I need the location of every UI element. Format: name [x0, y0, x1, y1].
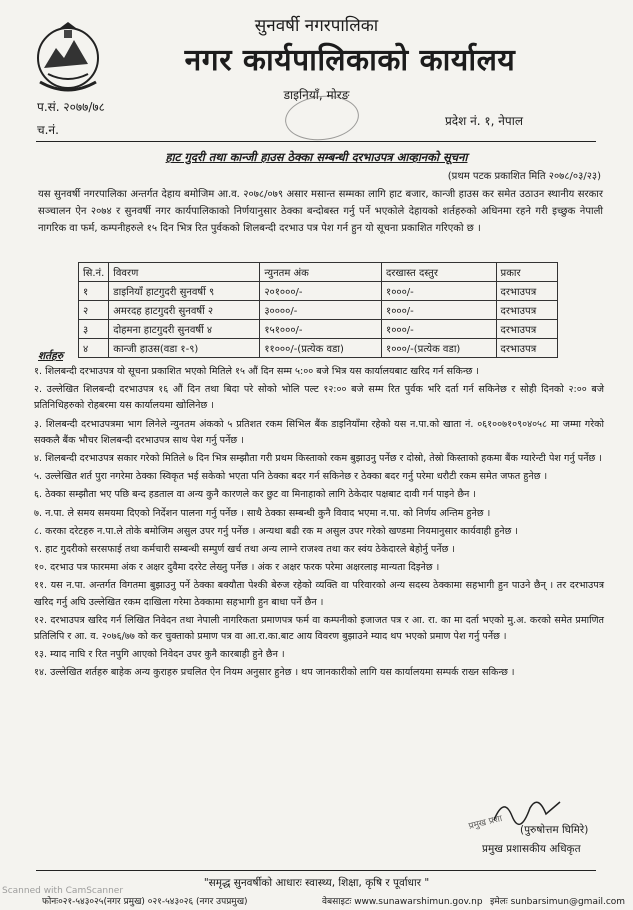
notice-title: हाट गुदरी तथा कान्जी हाउस ठेक्का सम्बन्धी दरभाउपत्र आव्हानको सूचना — [165, 150, 468, 164]
cell-type: दरभाउपत्र — [496, 320, 557, 339]
cell-sn: ४ — [79, 339, 109, 358]
term-item: २. उल्लेखित शिलबन्दी दरभाउपत्र १६ औं दिन तथा बिदा परे सोको भोलि पल्ट १२:०० बजे सम्म रित पुर्वक भरि दर्ता गर्न सकिनेछ र सोही दिनको २:०० बजे प्रतिनिधिहरुको रोहबरमा यस कार्यालयमा खोलिनेछ । — [34, 384, 604, 412]
footer-website[interactable]: वेबसाइटः www.sunawarshimun.gov.np — [322, 897, 483, 907]
col-header-type: प्रकार — [496, 263, 557, 282]
term-item: १४. उल्लेखित शर्तहरु बाहेक अन्य कुराहरु प्रचलित ऐन नियम अनुसार हुनेछ । थप जानकारीको लागि यस कार्यालयमा सम्पर्क राख्न सकिन्छ । — [34, 667, 515, 679]
term-item: १. शिलबन्दी दरभाउपत्र यो सूचना प्रकाशित भएको मितिले १५ औं दिन सम्म ५:०० बजे भित्र यस कार्यालयबाट खरिद गर्न सकिन्छ । — [34, 366, 480, 377]
col-header-fee: दरखास्त दस्तुर — [382, 263, 497, 282]
term-item: १०. दरभाउ पत्र फारममा अंक र अक्षर दुवैमा दररेट लेख्नु पर्नेछ । अंक र अक्षर फरक परेमा अक्षरलाइ मान्यता दिइनेछ । — [34, 562, 440, 574]
table-row — [79, 301, 558, 320]
scanner-watermark: Scanned with CamScanner — [2, 886, 124, 896]
cell-sn: १ — [79, 282, 109, 301]
cell-minimum: ३००००/- — [260, 301, 382, 320]
first-published-date: (प्रथम पटक प्रकाशित मिति २०७८/०३/२३) — [447, 171, 601, 182]
cell-description: दोहमना हाटगुदरी सुनवर्षी ४ — [109, 320, 260, 339]
cell-type: दरभाउपत्र — [496, 282, 557, 301]
cell-description: डाइनियाँ हाटगुदरी सुनवर्षी ९ — [109, 282, 260, 301]
col-header-minimum: न्युनतम अंक — [260, 263, 382, 282]
footer-slogan: "समृद्ध सुनवर्षीको आधारः स्वास्थ्य, शिक्षा, कृषि र पूर्वाधार " — [203, 877, 430, 889]
cell-fee: १०००/-(प्रत्येक वडा) — [382, 339, 497, 358]
municipality-name: सुनवर्षी नगरपालिका — [254, 16, 379, 36]
notice-intro: यस सुनवर्षी नगरपालिका अन्तर्गत देहाय बमोजिम आ.व. २०७८/०७९ असार मसान्त सम्मका लागि हाट बजार, कान्जी हाउस कर समेत उठाउन स्थानीय सरकार सञ्चालन ऐन २०७४ र सुनवर्षी नगर कार्यपालिकाको निर्णयानुसार ठेक्का बन्दोबस्त गर्नु पर्ने भएकोले देहायको शर्तहरुको अधिनमा रहने गरी इच्छुक नेपाली नागरिक वा फर्म, कम्पनीहरुले १५ दिन भित्र रित पुर्वकको शिलबन्दी दरभाउ पत्र पेश गर्न हुन यो सूचना प्रकाशित गरिएको छ । — [38, 189, 603, 234]
term-item: ११. यस न.पा. अन्तर्गत विगतमा बुझाउनु पर्ने ठेक्का बक्यौता पेश्की बेरुज रहेको व्यक्ति वा परिवारको अन्य सदस्य ठेक्कामा सहभागी हुन पाउने छैन् । तर दरभाउपत्र खरिद गर्नु अघि उल्लेखित रकम दाखिला गरेमा ठेक्कामा सहभागी हुन बाधा पर्ने छैन । — [34, 580, 604, 608]
reference-number: प.सं. २०७७/७८ — [37, 100, 105, 114]
cell-type: दरभाउपत्र — [496, 301, 557, 320]
term-item: ५. उल्लेखित शर्त पुरा नगरेमा ठेक्का स्विकृत भई सकेको भएता पनि ठेक्का बदर गर्न सकिनेछ र ठेक्का बदर गर्नु परेमा धरौटी रकम समेत जफत हुनेछ । — [34, 471, 548, 483]
footer-phone: फोनः०२१-५४३०२५(नगर प्रमुख) ०२१-५४३०२६ (नगर उपप्रमुख) — [42, 897, 248, 907]
term-item: ३. शिलबन्दी दरभाउपत्रमा भाग लिनेले न्युनतम अंकको ५ प्रतिशत रकम सिभिल बैंक डाइनियाँमा रहेको यस न.पा.को खाता नं. ०६१००७१०९०४०५८ मा जम्मा गरेको सक्कलै बैंक भौचर शिलबन्दी दरभाउपत्र साथ पेश गर्नु पर्नेछ । — [34, 418, 604, 446]
footer-divider — [36, 870, 596, 871]
header-divider — [36, 141, 596, 142]
table-row — [79, 282, 558, 301]
col-header-sn: सि.नं. — [79, 263, 109, 282]
signature-stamp: प्रमुख प्रशा — [467, 813, 504, 832]
cell-fee: १०००/- — [382, 282, 497, 301]
table-header-row — [79, 263, 558, 282]
province-label: प्रदेश नं. १, नेपाल — [444, 114, 523, 128]
cell-minimum: १५१०००/- — [260, 320, 382, 339]
terms-list — [34, 364, 604, 684]
signer-name: (पुरुषोत्तम घिमिरे) — [520, 824, 589, 836]
table-row — [79, 339, 558, 358]
signer-title: प्रमुख प्रशासकीय अधिकृत — [482, 843, 581, 855]
cell-description: कान्जी हाउस(वडा १-९) — [109, 339, 260, 358]
term-item: ९. हाट गुदरीको सरसफाई तथा कर्मचारी सम्बन्धी सम्पुर्ण खर्च तथा अन्य लाग्ने राजश्व तथा कर स्वंय ठेकेदारले बेहोर्नु पर्नेछ । — [34, 544, 456, 556]
office-address: डाइनियाँ, मोरङ — [283, 88, 350, 102]
cell-type: दरभाउपत्र — [496, 339, 557, 358]
term-item: ४. शिलबन्दी दरभाउपत्र सकार गरेको मितिले ७ दिन भित्र सम्झौता गरी प्रथम किस्ताको रकम बुझाउनु पर्नेछ र दोस्रो, तेस्रो किस्ताको हकमा बैंक ग्यारेन्टी पेश गर्नु पर्नेछ । — [34, 453, 602, 465]
cell-minimum: २०१०००/- — [260, 282, 382, 301]
cell-fee: १०००/- — [382, 301, 497, 320]
footer-email[interactable]: इमेलः sunbarsimun@gmail.com — [490, 897, 626, 907]
office-title: नगर कार्यपालिकाको कार्यालय — [184, 43, 516, 78]
cell-fee: १०००/- — [382, 320, 497, 339]
term-item: ८. करका दरेटहरु न.पा.ले तोके बमोजिम असुल उपर गर्नु पर्नेछ । अन्यथा बढी रक म असुल उपर गरेको खण्डमा नियमानुसार कार्यवाही हुनेछ । — [34, 525, 519, 537]
col-header-description: विवरण — [109, 263, 260, 282]
term-item: १३. म्याद नाघि र रित नपुगि आएको निवेदन उपर कुनै कारबाही हुने छैन । — [34, 649, 285, 661]
dispatch-number: च.नं. — [37, 123, 59, 137]
contracts-table — [78, 262, 558, 358]
term-item: ७. न.पा. ले समय समयमा दिएको निर्देशन पालना गर्नु पर्नेछ । साथै ठेक्का सम्बन्धी कुनै विवाद भएमा न.पा. को निर्णय अन्तिम हुनेछ । — [34, 507, 491, 519]
terms-heading: शर्तहरु — [38, 350, 63, 362]
cell-minimum: ११०००/-(प्रत्येक वडा) — [260, 339, 382, 358]
term-item: १२. दरभाउपत्र खरिद गर्न लिखित निवेदन तथा नेपाली नागरिकता प्रमाणपत्र फर्म वा कम्पनीको इजाजत पत्र र आ. रा. का मा दर्ता भएको मु.अ. करको समेत प्रमाणित प्रतिलिपि र आ. व. २०७६/७७ को कर चुक्ताको प्रमाण पत्र वा आ.रा.का.बाट आय विवरण बुझाउने म्याद थप भएको प्रमाण पेश गर्नु पर्नेछ । — [34, 614, 604, 643]
term-item: ६. ठेक्का सम्झौता भए पछि बन्द हडताल वा अन्य कुनै कारणले कर छुट वा मिनाहाको लागि ठेकेदार पक्षबाट दावी गर्न पाइने छैन । — [34, 489, 477, 501]
cell-sn: २ — [79, 301, 109, 320]
cell-description: अमरदह हाटगुदरी सुनवर्षी २ — [109, 301, 260, 320]
cell-sn: ३ — [79, 320, 109, 339]
table-row — [79, 320, 558, 339]
